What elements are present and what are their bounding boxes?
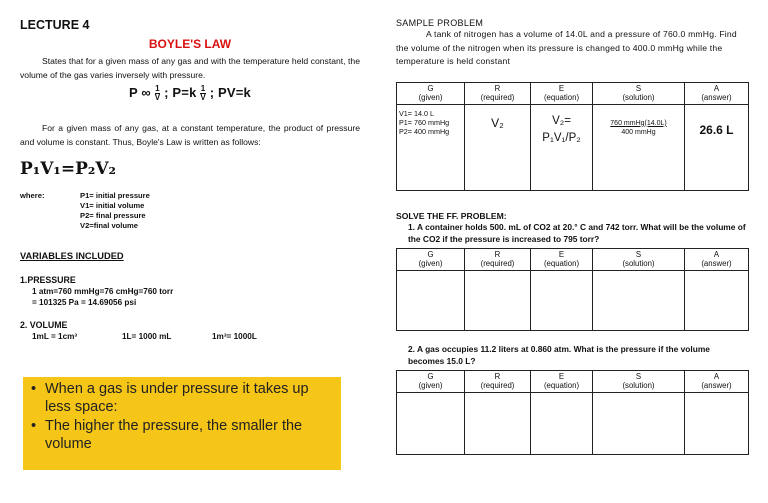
variables-title: VARIABLES INCLUDED (20, 251, 124, 262)
answer-cell[interactable] (531, 392, 593, 454)
problem-1: 1. A container holds 500. mL of CO2 at 20.° C and 742 torr. What will be the volume of the CO2 if the pressure is increased to 795 torr? (408, 221, 746, 245)
pressure-line-2: = 101325 Pa = 14.69056 psi (32, 298, 137, 308)
cell-given: V1= 14.0 L P1= 760 mmHg P2= 400 mmHg (397, 104, 465, 190)
law-explanation: For a given mass of any gas, at a constant temperature, the product of pressure and volume is constant. Thus, Boyle's Law is written as follows: (20, 123, 360, 147)
pressure-title: 1.PRESSURE (20, 275, 76, 286)
legend-item: V1= initial volume (80, 201, 145, 211)
sample-grese-table (396, 82, 749, 191)
solve-title: SOLVE THE FF. PROBLEM: (396, 210, 507, 221)
table-row (397, 270, 749, 330)
volume-item: 1m³= 1000L (212, 332, 257, 342)
pressure-line-1: 1 atm=760 mmHg=76 cmHg=760 torr (32, 287, 174, 297)
header-required: R (required) (465, 82, 531, 104)
cell-equation: V₂= P₁V₁/P₂ (531, 104, 593, 190)
header-solution: S (solution) (593, 82, 685, 104)
table-row (397, 104, 749, 190)
definition-text: States that for a given mass of any gas and with the temperature held constant, the volume of the gas varies inversely with pressure. (20, 56, 360, 80)
cell-solution: 760 mmHg(14.0L) 400 mmHg (593, 104, 685, 190)
legend-item: P1= initial pressure (80, 191, 150, 201)
answer-cell[interactable] (531, 270, 593, 330)
left-column (20, 18, 360, 342)
legend-item: P2= final pressure (80, 211, 146, 221)
answer-cell[interactable] (685, 270, 749, 330)
proportionality-formula: P ∞ $\frac{1}{V}$ ; P=k $\frac{1}{V}$ ; PV=k (128, 84, 251, 103)
answer-cell[interactable] (397, 270, 465, 330)
callout-bullet: • When a gas is under pressure it takes up less space: (31, 381, 309, 415)
header-equation: E (equation) (531, 82, 593, 104)
callout-bullet: • The higher the pressure, the smaller the volume (31, 418, 303, 452)
lecture-label: LECTURE 4 (20, 18, 90, 32)
answer-cell[interactable] (465, 392, 531, 454)
volume-item: 1L= 1000 mL (122, 332, 172, 342)
problem-2: 2. A gas occupies 11.2 liters at 0.860 atm. What is the pressure if the volume becomes 15.0 L? (408, 343, 710, 367)
volume-item: 1mL = 1cm³ (32, 332, 78, 342)
problem2-grese-table (396, 370, 749, 455)
table-header-row (397, 82, 749, 104)
answer-cell[interactable] (397, 392, 465, 454)
answer-cell[interactable] (593, 270, 685, 330)
table-header-row: G (given) R (required) E (equation) S (solution) A (answer) (397, 370, 749, 392)
table-header-row: G (given) R (required) E (equation) S (solution) A (answer) (397, 248, 749, 270)
answer-cell[interactable] (685, 392, 749, 454)
answer-cell[interactable] (465, 270, 531, 330)
header-answer: A (answer) (685, 82, 749, 104)
boyles-law-formula: P₁V₁=P₂V₂ (20, 159, 116, 180)
volume-title: 2. VOLUME (20, 320, 68, 331)
cell-answer: 26.6 L (685, 104, 749, 190)
problem1-grese-table (396, 248, 749, 331)
volume-conversions (20, 331, 360, 342)
key-points-callout (23, 377, 341, 470)
sample-problem-title: SAMPLE PROBLEM (396, 18, 484, 28)
answer-cell[interactable] (593, 392, 685, 454)
legend-item: V2=final volume (80, 221, 139, 231)
where-label: where: (20, 191, 45, 201)
sample-problem-text: A tank of nitrogen has a volume of 14.0L and a pressure of 760.0 mmHg. Find the volume of the nitrogen when its pressure is changed to 400.0 mmHg while the temperature is held constant (396, 29, 737, 67)
table-row (397, 392, 749, 454)
cell-required: V₂ (465, 104, 531, 190)
variable-legend (20, 191, 360, 231)
page-title: BOYLE'S LAW (148, 37, 232, 51)
header-given: G (given) (397, 82, 465, 104)
right-column (396, 18, 748, 455)
